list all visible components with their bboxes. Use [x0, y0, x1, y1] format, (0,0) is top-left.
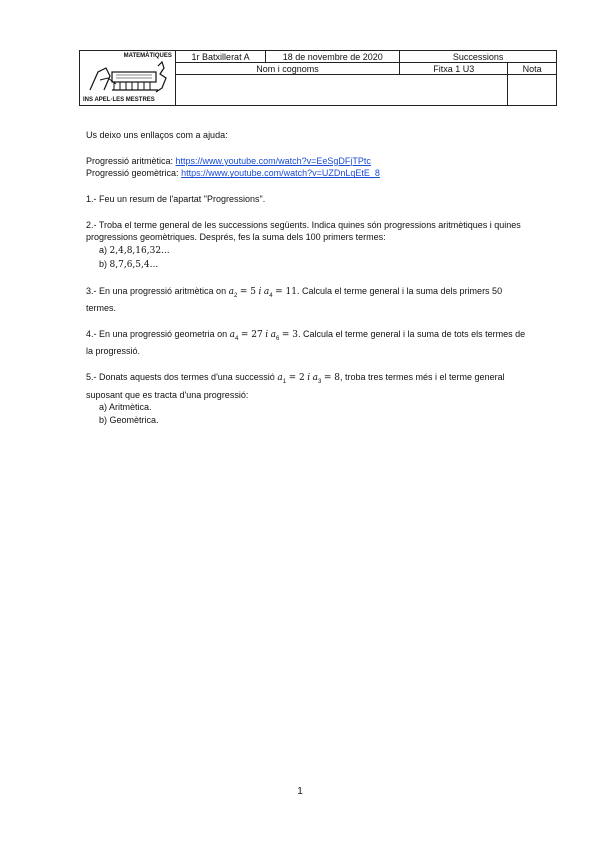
topic-cell: Successions	[400, 51, 557, 63]
arithmetic-video-link[interactable]: https://www.youtube.com/watch?v=EeSgDFjTPtc	[175, 155, 371, 166]
question-2: 2.- Troba el terme general de les successions següents. Indica quines són progressions aritmètiques i quines progressions geomètriques. Després, fes la suma dels 100 primers termes:	[86, 219, 521, 243]
school-logo	[80, 51, 176, 106]
logo-top-text: MATEMÀTIQUES	[123, 53, 172, 59]
question-4: 4.- En una progressió geometria on $a_4 = 27$ i $a_6 = 3$. Calcula el terme general i la suma de tots els termes de la progressió.	[86, 328, 526, 357]
logo-bottom-text: INS APEL·LES MESTRES	[83, 97, 155, 103]
page-number: 1	[297, 786, 303, 797]
question-5: 5.- Donats aquests dos termes d'una successió $a_1 = 2$ i $a_3 = 8$, troba tres termes més i el terme general suposant que es tracta d'una progressió:	[86, 371, 505, 400]
link-line-geometric: Progressió geomètrica: https://www.youtube.com/watch?v=UZDnLqEtE_8	[86, 168, 380, 179]
question-1: 1.- Feu un resum de l'apartat "Progressions".	[86, 193, 266, 204]
question-5a: a) Aritmètica.	[99, 402, 152, 413]
question-2a: a) 2,4,8,16,32...	[99, 245, 170, 257]
header-table	[79, 50, 557, 106]
question-5b: b) Geomètrica.	[99, 415, 159, 426]
building-drawing-icon	[86, 60, 170, 96]
exercise-sheet	[86, 129, 526, 427]
link-line-arithmetic: Progressió aritmètica: https://www.youtube.com/watch?v=EeSgDFjTPtc	[86, 155, 371, 166]
sequence-b: 8,7,6,5,4...	[109, 259, 159, 270]
date-cell: 18 de novembre de 2020	[266, 51, 400, 63]
question-3: 3.- En una progressió aritmètica on $a_2 = 5$ i $a_4 = 11$. Calcula el terme general i la suma dels primers 50 termes.	[86, 285, 503, 314]
name-label-cell: Nom i cognoms	[175, 63, 399, 75]
geometric-video-link[interactable]: https://www.youtube.com/watch?v=UZDnLqEtE_8	[181, 168, 380, 179]
question-2b: b) 8,7,6,5,4...	[99, 258, 159, 270]
intro-text: Us deixo uns enllaços com a ajuda:	[86, 130, 228, 140]
sheet-cell: Fitxa 1 U3	[400, 63, 508, 75]
course-cell: 1r Batxillerat A	[175, 51, 265, 63]
grade-label-cell: Nota	[508, 63, 557, 75]
name-field[interactable]	[175, 75, 507, 106]
sequence-a: 2,4,8,16,32...	[109, 246, 170, 257]
grade-field	[508, 75, 557, 106]
